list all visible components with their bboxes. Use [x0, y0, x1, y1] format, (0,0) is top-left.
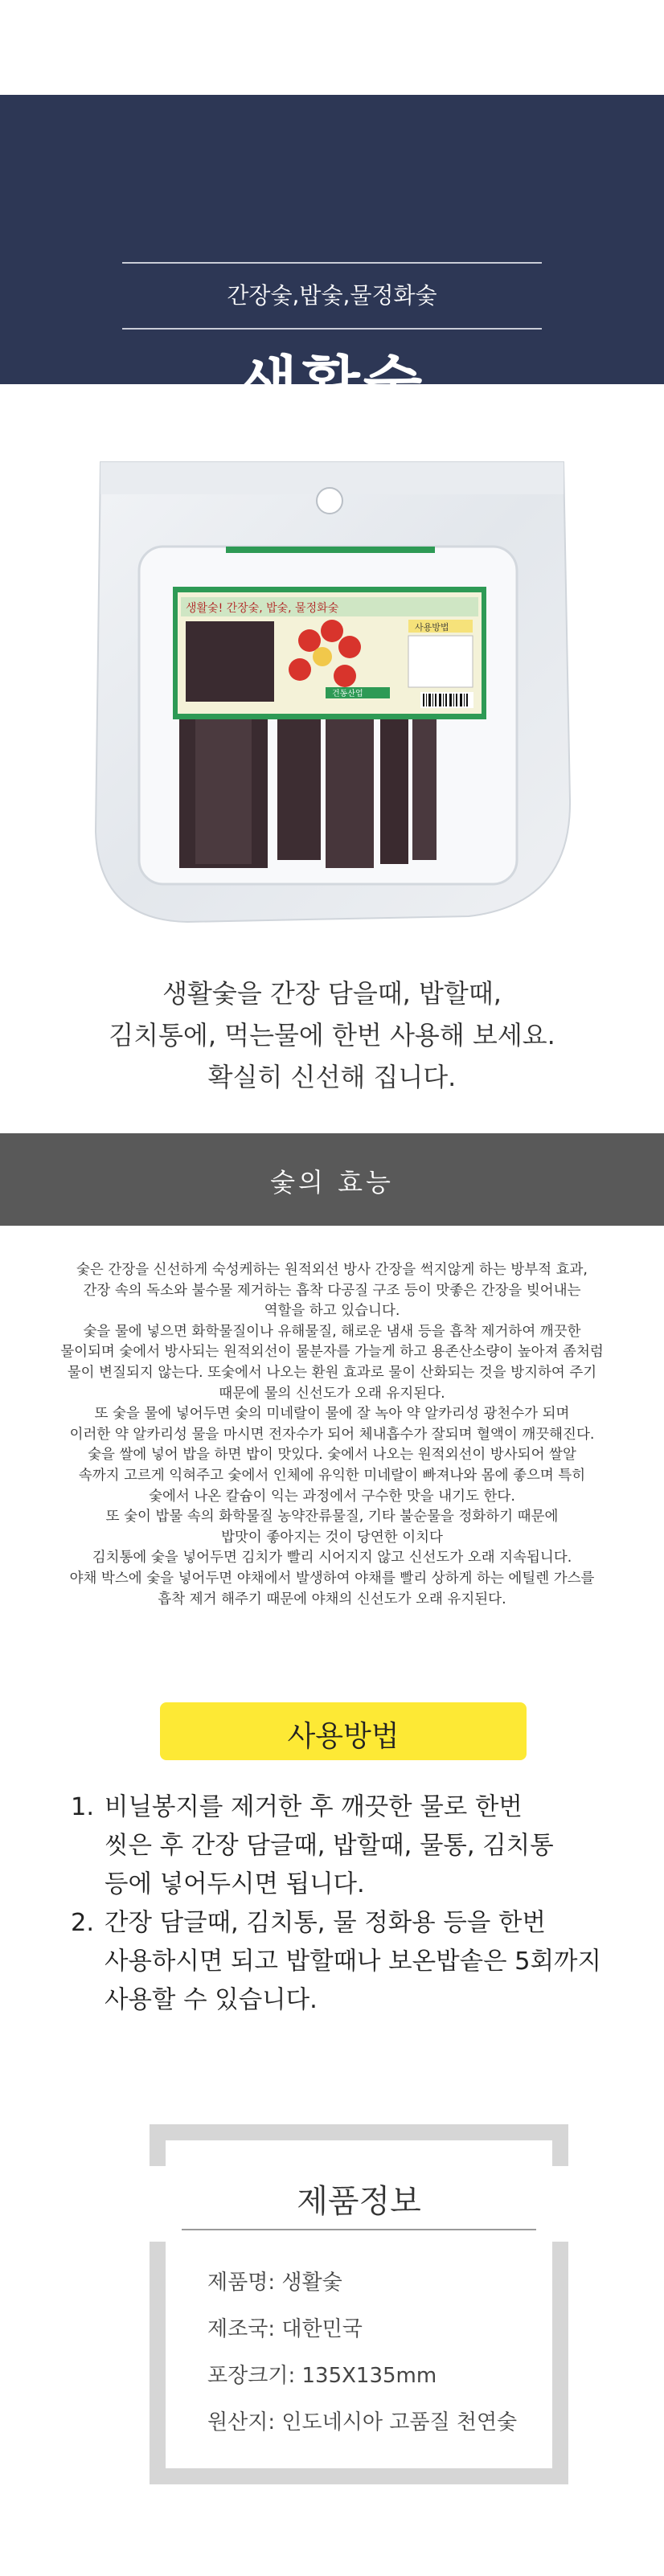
product-info-row: 제품명: 생활숯	[207, 2271, 342, 2295]
product-image	[91, 454, 573, 928]
usage-item-line: 씻은 후 간장 담글때, 밥할때, 물통, 김치통	[105, 1832, 554, 1860]
label-brand: 건동산업	[332, 690, 363, 698]
effects-line: 때문에 물의 신선도가 오래 유지된다.	[219, 1385, 445, 1402]
label-badge: 사용방법	[415, 622, 449, 633]
effects-line: 간장 속의 독소와 불수물 제거하는 흡착 다공질 구조 등이 맛좋은 간장을 빚어내는	[83, 1282, 581, 1299]
usage-item-number: 2.	[71, 1909, 95, 1937]
header-top-rule	[122, 262, 542, 264]
usage-heading: 사용방법	[287, 1720, 400, 1753]
usage-item-line: 사용하시면 되고 밥할때나 보온밥솥은 5회까지	[105, 1947, 601, 1976]
effects-line: 또 숯이 밥물 속의 화학물질 농약잔류물질, 기타 불순물을 정화하기 때문에	[105, 1509, 559, 1526]
effects-band	[0, 1133, 664, 1226]
product-info-rows	[207, 2259, 517, 2446]
effects-heading: 숯의 효능	[270, 1167, 394, 1198]
intro-line: 생활숯을 간장 담을때, 밥할때,	[162, 978, 502, 1009]
usage-item-number: 1.	[71, 1793, 95, 1821]
effects-line: 이러한 약 알카리성 물을 마시면 전자수가 되어 체내흡수가 잘되며 혈액이 깨끗해진다.	[69, 1426, 595, 1443]
effects-line: 물이되며 숯에서 방사되는 원적외선이 물분자를 가늘게 하고 용존산소량이 높아져 좀처럼	[60, 1344, 604, 1361]
header-banner	[0, 95, 664, 420]
effects-text	[48, 1260, 616, 1610]
usage-list	[71, 1788, 633, 2020]
effects-line: 야채 박스에 숯을 넣어두면 야채에서 발생하여 야채를 빨리 상하게 하는 에틸렌 가스를	[69, 1570, 595, 1587]
effects-line: 흡착 제거 해주기 때문에 야채의 신선도가 오래 유지된다.	[158, 1591, 506, 1607]
usage-item	[71, 1904, 633, 2020]
header-subtitle: 간장숯,밥숯,물정화숯	[227, 282, 437, 309]
effects-line: 역할을 하고 있습니다.	[264, 1303, 400, 1320]
product-info-box	[150, 2124, 568, 2484]
effects-line: 밥맛이 좋아지는 것이 당연한 이치다	[221, 1529, 443, 1546]
page-title: 생활숯	[238, 349, 426, 420]
usage-item-line: 비닐봉지를 제거한 후 깨끗한 물로 한번	[105, 1793, 523, 1821]
effects-line: 또 숯을 물에 넣어두면 숯의 미네랄이 물에 잘 녹아 약 알카리성 광천수가 되며	[94, 1406, 570, 1423]
header-bottom-rule	[122, 328, 542, 330]
label-title: 생활숯! 간장숯, 밥숯, 물정화숯	[186, 602, 339, 615]
usage-item	[71, 1788, 633, 1904]
info-box-bottom-border	[150, 2468, 568, 2484]
effects-line: 숯은 간장을 신선하게 숙성케하는 원적외선 방사 간장을 썩지않게 하는 방부적 효과,	[76, 1262, 588, 1278]
effects-line: 숯을 쌀에 넣어 밥을 하면 밥이 맛있다. 숯에서 나오는 원적외선이 방사되어 쌀알	[88, 1447, 576, 1464]
effects-line: 숯을 물에 넣으면 화학물질이나 유해물질, 해로운 냄새 등을 흡착 제거하여 깨끗한	[83, 1323, 581, 1340]
effects-line: 김치통에 숯을 넣어두면 김치가 빨리 시어지지 않고 신선도가 오래 지속됩니다.	[92, 1550, 572, 1566]
info-box-top-border	[150, 2124, 568, 2140]
product-info-title: 제품정보	[297, 2183, 421, 2220]
intro-line: 확실히 신선해 집니다.	[207, 1062, 457, 1092]
intro-line: 김치통에, 먹는물에 한번 사용해 보세요.	[109, 1020, 555, 1050]
effects-line: 숯에서 나온 칼슘이 익는 과정에서 구수한 맛을 내기도 한다.	[149, 1488, 515, 1505]
usage-heading-badge	[160, 1702, 527, 1760]
effects-line: 물이 변질되지 않는다. 또숯에서 나오는 환원 효과로 물이 산화되는 것을 방지하여 주기	[67, 1364, 597, 1381]
product-info-row: 포장크기: 135X135mm	[207, 2364, 437, 2388]
usage-item-line: 간장 담글때, 김치통, 물 정화용 등을 한번	[105, 1909, 546, 1937]
usage-item-line: 사용할 수 있습니다.	[105, 1986, 318, 2014]
product-info-row: 제조국: 대한민국	[207, 2317, 363, 2341]
usage-item-line: 등에 넣어두시면 됩니다.	[105, 1870, 365, 1898]
intro-text	[0, 973, 664, 1098]
product-info-rule	[182, 2229, 536, 2230]
effects-line: 속까지 고르게 익혀주고 숯에서 인체에 유익한 미네랄이 빠져나와 몸에 좋으며 특히	[78, 1467, 586, 1484]
product-info-row: 원산지: 인도네시아 고품질 천연숯	[207, 2410, 518, 2435]
